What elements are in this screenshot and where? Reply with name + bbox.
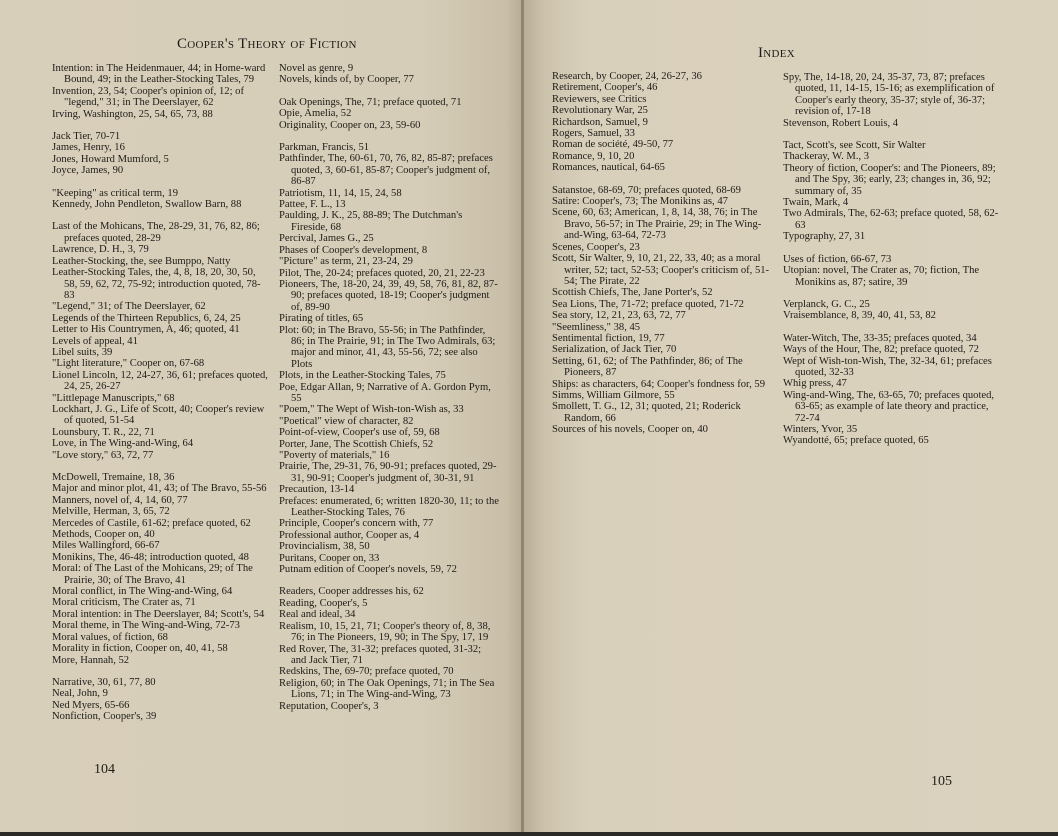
index-entry: Plots, in the Leather-Stocking Tales, 75: [279, 370, 446, 382]
entry-gap: [52, 666, 270, 677]
entry-gap: [279, 131, 499, 142]
index-entry: Miles Wallingford, 66-67: [52, 540, 160, 552]
index-entry: Libel suits, 39: [52, 346, 113, 358]
index-entry: Research, by Cooper, 24, 26-27, 36: [552, 71, 702, 82]
index-entry: Uses of fiction, 66-67, 73: [783, 253, 892, 265]
index-entry: More, Hannah, 52: [52, 654, 130, 666]
index-entry: Scott, Sir Walter, 9, 10, 21, 22, 33, 40; as a moral writer, 52; tact, 52-53; Cooper's criticism of, 51-54; The Pirate, 22: [552, 253, 770, 287]
index-entry: Melville, Herman, 3, 65, 72: [52, 506, 170, 518]
entry-gap: [279, 86, 499, 97]
index-entry: Love, in The Wing-and-Wing, 64: [52, 438, 194, 450]
index-entry: Thackeray, W. M., 3: [783, 151, 870, 163]
index-entry: Wept of Wish-ton-Wish, The, 32-34, 61; prefaces quoted, 32-33: [783, 355, 992, 378]
index-column: [279, 63, 499, 712]
index-entry: Winters, Yvor, 35: [783, 423, 858, 435]
index-entry: Revolutionary War, 25: [552, 105, 648, 117]
index-entry: Vraisemblance, 8, 39, 40, 41, 53, 82: [783, 310, 936, 322]
index-entry: Lounsbury, T. R., 22, 71: [52, 426, 155, 438]
index-entry: Utopian: novel, The Crater as, 70; fiction, The Monikins as, 87; satire, 39: [783, 265, 980, 288]
index-entry: Moral criticism, The Crater as, 71: [52, 597, 196, 609]
index-entry: Moral values, of fiction, 68: [52, 631, 168, 643]
index-entry: Plot: 60; in The Bravo, 55-56; in The Pathfinder, 86; in The Prairie, 91; in The Two Admirals, 63; major and minor, 41, 43, 55-56, 72; see also Plots: [279, 324, 496, 370]
index-entry: Richardson, Samuel, 9: [552, 116, 648, 128]
index-entry: "Poverty of materials," 16: [279, 450, 390, 461]
index-entry: Legends of the Thirteen Republics, 6, 24, 25: [52, 312, 241, 324]
index-entry: "Poem," The Wept of Wish-ton-Wish as, 33: [279, 404, 464, 416]
index-entry: Romance, 9, 10, 20: [552, 150, 635, 162]
index-entry: Prairie, The, 29-31, 76, 90-91; prefaces quoted, 29-31, 90-91; Cooper's judgment of, 30-31, 91: [279, 461, 497, 484]
index-entry: "Light literature," Cooper on, 67-68: [52, 358, 205, 370]
index-entry: Realism, 10, 15, 21, 71; Cooper's theory of, 8, 38, 76; in The Pioneers, 19, 90; in The Spy, 17, 19: [279, 620, 491, 644]
index-entry: Reviewers, see Critics: [552, 93, 647, 105]
index-entry: Methods, Cooper on, 40: [52, 529, 155, 541]
index-entry: Moral: of The Last of the Mohicans, 29; of The Prairie, 30; of The Bravo, 41: [52, 563, 253, 586]
index-column: [552, 71, 776, 436]
index-entry: Stevenson, Robert Louis, 4: [783, 117, 899, 129]
index-entry: Typography, 27, 31: [783, 231, 866, 243]
index-entry: Prefaces: enumerated, 6; written 1820-30, 11; to the Leather-Stocking Tales, 76: [279, 495, 499, 519]
index-entry: Kennedy, John Pendleton, Swallow Barn, 88: [52, 199, 242, 211]
index-entry: Poe, Edgar Allan, 9; Narrative of A. Gordon Pym, 55: [279, 381, 491, 404]
index-entry: Leather-Stocking Tales, the, 4, 8, 18, 20, 30, 50, 58, 59, 62, 72, 75-92; introduction quoted, 78-83: [52, 267, 261, 301]
index-entry: Nonfiction, Cooper's, 39: [52, 711, 157, 723]
page-number: 104: [94, 762, 115, 777]
index-entry: Satire: Cooper's, 73; The Monikins as, 47: [552, 196, 728, 208]
index-entry: Putnam edition of Cooper's novels, 59, 72: [279, 564, 457, 576]
index-entry: Ships: as characters, 64; Cooper's fondness for, 59: [552, 378, 766, 390]
index-entry: Professional author, Cooper as, 4: [279, 529, 420, 541]
index-entry: Lawrence, D. H., 3, 79: [52, 244, 149, 256]
index-entry: Pirating of titles, 65: [279, 313, 364, 325]
index-entry: Pioneers, The, 18-20, 24, 39, 49, 58, 76, 81, 82, 87-90; prefaces quoted, 18-19; Cooper's judgment of, 89-90: [279, 278, 498, 313]
index-entry: Monikins, The, 46-48; introduction quoted, 48: [52, 551, 249, 563]
index-entry: Redskins, The, 69-70; preface quoted, 70: [279, 666, 454, 678]
entry-gap: [52, 120, 270, 131]
entry-gap: [783, 288, 1003, 299]
index-entry: Setting, 61, 62; of The Pathfinder, 86; of The Pioneers, 87: [552, 355, 743, 379]
index-entry: Oak Openings, The, 71; preface quoted, 71: [279, 96, 462, 108]
index-entry: "Seemliness," 38, 45: [552, 321, 641, 333]
index-entry: Intention: in The Heidenmauer, 44; in Home-ward Bound, 49; in the Leather-Stocking Tales, 79: [52, 63, 266, 86]
index-entry: Porter, Jane, The Scottish Chiefs, 52: [279, 438, 434, 450]
index-entry: Sentimental fiction, 19, 77: [552, 332, 665, 344]
index-entry: Tact, Scott's, see Scott, Sir Walter: [783, 140, 926, 152]
entry-gap: [783, 129, 1003, 140]
index-entry: Roman de société, 49-50, 77: [552, 139, 674, 151]
index-entry: Mercedes of Castile, 61-62; preface quoted, 62: [52, 517, 251, 529]
index-entry: Manners, novel of, 4, 14, 60, 77: [52, 494, 188, 506]
index-entry: Ned Myers, 65-66: [52, 699, 130, 711]
index-entry: Sea Lions, The, 71-72; preface quoted, 71-72: [552, 298, 744, 310]
index-entry: "Legend," 31; of The Deerslayer, 62: [52, 301, 206, 313]
index-entry: Paulding, J. K., 25, 88-89; The Dutchman's Fireside, 68: [279, 210, 463, 233]
index-entry: Verplanck, G. C., 25: [783, 298, 870, 310]
index-entry: Scenes, Cooper's, 23: [552, 241, 640, 253]
index-entry: Joyce, James, 90: [52, 165, 124, 177]
index-entry: Satanstoe, 68-69, 70; prefaces quoted, 68-69: [552, 184, 741, 196]
index-entry: Novels, kinds of, by Cooper, 77: [279, 74, 414, 86]
index-entry: Moral conflict, in The Wing-and-Wing, 64: [52, 586, 233, 598]
index-entry: Red Rover, The, 31-32; prefaces quoted, 31-32; and Jack Tier, 71: [279, 643, 482, 666]
left-page: [0, 0, 522, 832]
index-entry: Last of the Mohicans, The, 28-29, 31, 76, 82, 86; prefaces quoted, 28-29: [52, 221, 260, 244]
entry-gap: [783, 243, 1003, 254]
index-entry: Water-Witch, The, 33-35; prefaces quoted, 34: [783, 332, 977, 344]
right-page: [524, 0, 1058, 832]
index-entry: Scottish Chiefs, The, Jane Porter's, 52: [552, 287, 713, 299]
index-entry: Narrative, 30, 61, 77, 80: [52, 676, 156, 688]
index-entry: Wing-and-Wing, The, 63-65, 70; prefaces quoted, 63-65; as example of late theory and practice, 72-74: [783, 389, 995, 424]
index-entry: Percival, James G., 25: [279, 233, 374, 245]
index-entry: Smollett, T. G., 12, 31; quoted, 21; Roderick Random, 66: [552, 401, 741, 424]
index-entry: Jack Tier, 70-71: [52, 131, 121, 143]
index-entry: Pathfinder, The, 60-61, 70, 76, 82, 85-87; prefaces quoted, 3, 60-61, 85-87; Cooper's judgment of, 86-87: [279, 153, 493, 188]
index-entry: Sources of his novels, Cooper on, 40: [552, 424, 708, 436]
index-entry: Parkman, Francis, 51: [279, 142, 370, 154]
index-entry: Serialization, of Jack Tier, 70: [552, 344, 677, 356]
index-entry: "Keeping" as critical term, 19: [52, 187, 179, 199]
index-entry: Sea story, 12, 21, 23, 63, 72, 77: [552, 310, 686, 322]
index-entry: Moral intention: in The Deerslayer, 84; Scott's, 54: [52, 608, 265, 620]
index-entry: "Poetical" view of character, 82: [279, 415, 414, 427]
index-column: [783, 72, 1003, 447]
entry-gap: [52, 177, 270, 188]
index-entry: Reading, Cooper's, 5: [279, 597, 368, 609]
index-column: [52, 63, 270, 723]
entry-gap: [783, 322, 1003, 333]
index-entry: Whig press, 47: [783, 378, 847, 390]
index-entry: Lockhart, J. G., Life of Scott, 40; Cooper's review of quoted, 51-54: [52, 403, 265, 427]
entry-gap: [52, 210, 270, 221]
entry-gap: [52, 461, 270, 472]
index-entry: Originality, Cooper on, 23, 59-60: [279, 119, 421, 131]
index-entry: Levels of appeal, 41: [52, 335, 138, 347]
index-entry: Readers, Cooper addresses his, 62: [279, 586, 424, 598]
index-entry: Pilot, The, 20-24; prefaces quoted, 20, 21, 22-23: [279, 267, 485, 279]
index-entry: Moral theme, in The Wing-and-Wing, 72-73: [52, 620, 240, 632]
index-entry: Religion, 60; in The Oak Openings, 71; in The Sea Lions, 71; in The Wing-and-Wing, 73: [279, 677, 495, 701]
index-entry: "Picture" as term, 21, 23-24, 29: [279, 256, 413, 268]
index-entry: Leather-Stocking, the, see Bumppo, Natty: [52, 255, 231, 267]
index-entry: Irving, Washington, 25, 54, 65, 73, 88: [52, 108, 213, 120]
index-entry: Invention, 23, 54; Cooper's opinion of, 12; of "legend," 31; in The Deerslayer, 62: [52, 85, 244, 109]
index-entry: Phases of Cooper's development, 8: [279, 244, 428, 256]
index-entry: Provincialism, 38, 50: [279, 541, 370, 553]
index-entry: Real and ideal, 34: [279, 609, 356, 621]
index-entry: Opie, Amelia, 52: [279, 108, 352, 120]
index-entry: McDowell, Tremaine, 18, 36: [52, 472, 175, 483]
index-entry: Lionel Lincoln, 12, 24-27, 36, 61; prefaces quoted, 24, 25, 26-27: [52, 369, 268, 393]
index-entry: Wyandotté, 65; preface quoted, 65: [783, 435, 929, 447]
index-entry: Pattee, F. L., 13: [279, 199, 346, 211]
index-entry: Two Admirals, The, 62-63; preface quoted, 58, 62-63: [783, 208, 999, 231]
index-entry: Point-of-view, Cooper's use of, 59, 68: [279, 427, 440, 439]
index-entry: Scene, 60, 63; American, 1, 8, 14, 38, 76; in The Bravo, 56-57; in The Prairie, 29; in The Wing-and-Wing, 63-64, 72-73: [552, 207, 762, 242]
index-entry: Letter to His Countrymen, A, 46; quoted, 41: [52, 324, 240, 336]
running-head: Index: [758, 45, 796, 61]
index-entry: Simms, William Gilmore, 55: [552, 389, 675, 401]
index-entry: "Littlepage Manuscripts," 68: [52, 392, 175, 404]
index-entry: Novel as genre, 9: [279, 63, 354, 74]
index-entry: Theory of fiction, Cooper's: and The Pioneers, 89; and The Spy, 36; early, 23; changes in, 36, 92; summary of, 35: [783, 162, 996, 197]
index-entry: James, Henry, 16: [52, 142, 125, 154]
page-number: 105: [931, 774, 952, 789]
index-entry: Reputation, Cooper's, 3: [279, 700, 379, 712]
scan-edge: [0, 832, 1058, 836]
index-entry: Neal, John, 9: [52, 688, 108, 700]
entry-gap: [279, 575, 499, 586]
index-entry: "Love story," 63, 72, 77: [52, 449, 154, 461]
index-entry: Jones, Howard Mumford, 5: [52, 153, 169, 165]
index-entry: Principle, Cooper's concern with, 77: [279, 518, 434, 530]
index-entry: Patriotism, 11, 14, 15, 24, 58: [279, 187, 402, 199]
index-entry: Ways of the Hour, The, 82; preface quoted, 72: [783, 344, 979, 356]
index-entry: Rogers, Samuel, 33: [552, 128, 635, 140]
index-entry: Retirement, Cooper's, 46: [552, 82, 658, 94]
index-entry: Major and minor plot, 41, 43; of The Bravo, 55-56: [52, 483, 267, 495]
index-entry: Twain, Mark, 4: [783, 197, 849, 209]
index-entry: Puritans, Cooper on, 33: [279, 552, 380, 564]
index-entry: Morality in fiction, Cooper on, 40, 41, 58: [52, 643, 228, 655]
index-entry: Precaution, 13-14: [279, 484, 355, 496]
index-entry: Romances, nautical, 64-65: [552, 162, 665, 174]
running-head: Cooper's Theory of Fiction: [177, 36, 357, 52]
entry-gap: [552, 174, 776, 185]
index-entry: Spy, The, 14-18, 20, 24, 35-37, 73, 87; prefaces quoted, 11, 14-15, 15-16; as exemplification of Cooper's early theory, 35-37; style of, 36-37; revision of, 17-18: [783, 72, 995, 118]
